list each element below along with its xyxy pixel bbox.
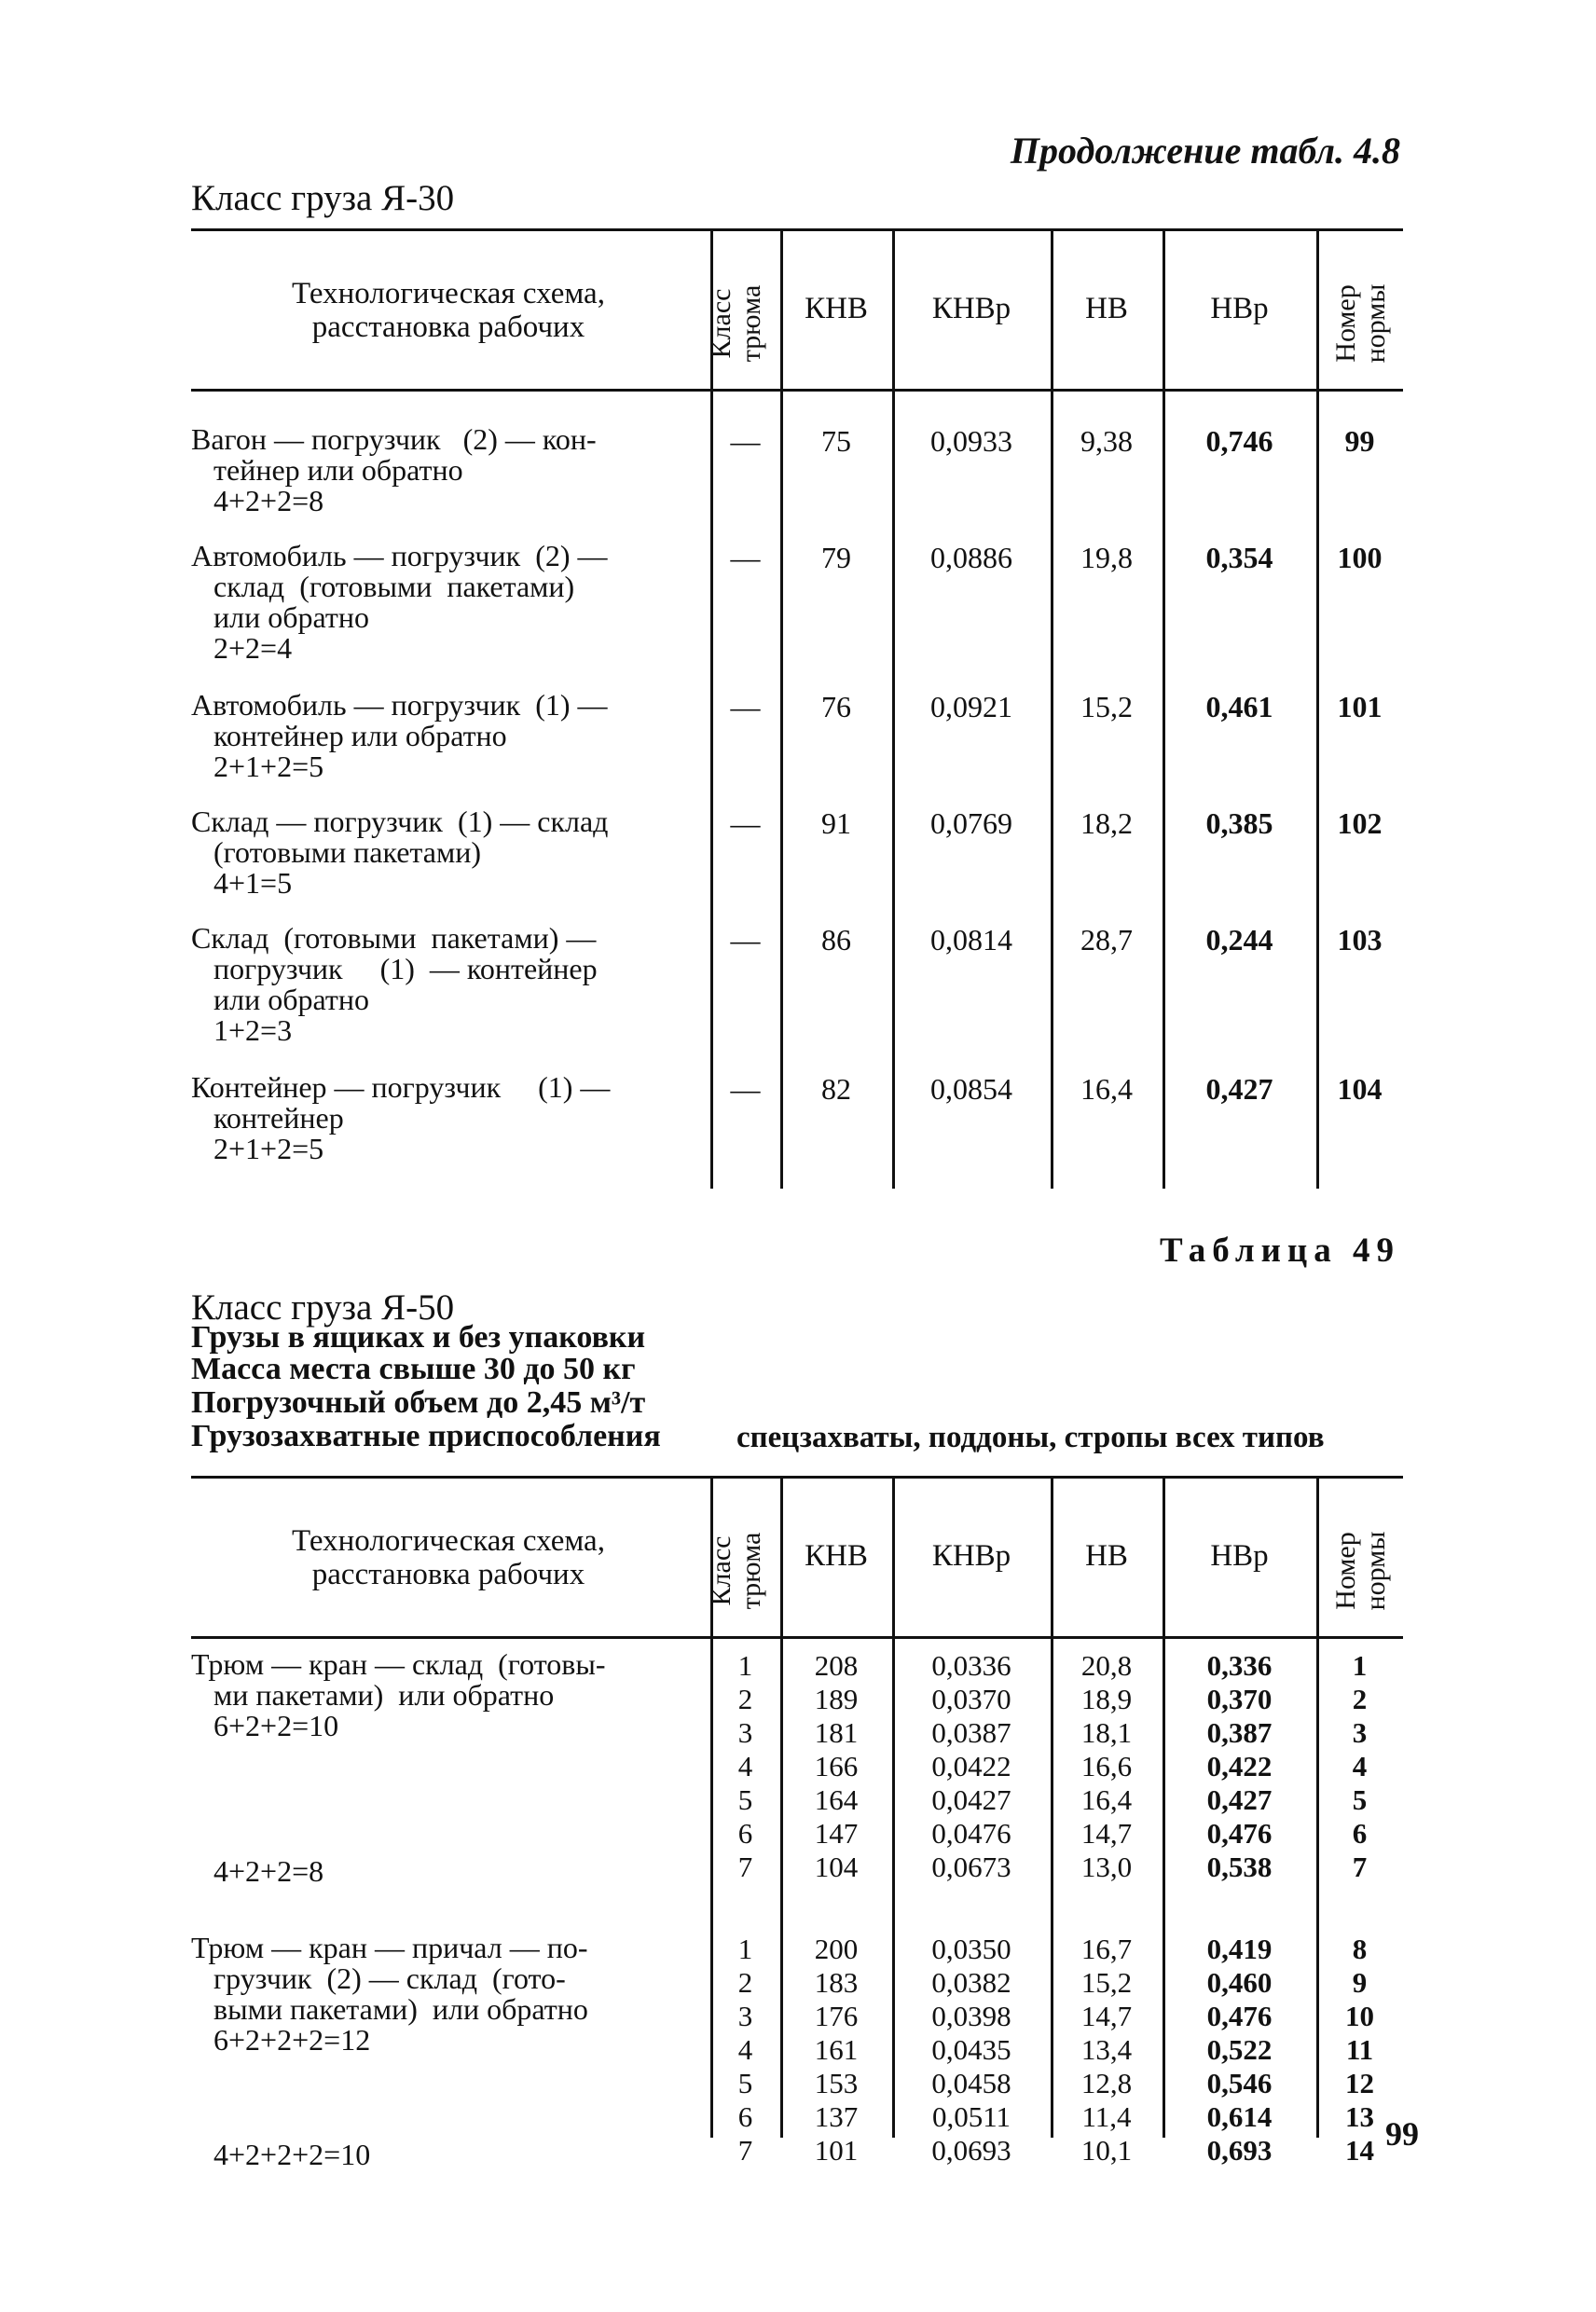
cell-knv: 208 xyxy=(814,1649,859,1682)
cell-cls: — xyxy=(730,424,761,458)
cell-knvr: 0,0350 xyxy=(931,1933,1011,1965)
column-knv xyxy=(780,1649,892,1884)
cell-nvr: 0,385 xyxy=(1205,806,1273,840)
cell-knvr: 0,0382 xyxy=(931,1966,1011,1999)
cell-nvr: 0,476 xyxy=(1206,2000,1273,2032)
header-scheme: Технологическая схема, расстановка рабочих xyxy=(292,1524,605,1591)
cell-cls: 2 xyxy=(737,1966,753,1999)
cell-nvr: 0,614 xyxy=(1206,2100,1273,2133)
table2-meta-line: Погрузочный объем до 2,45 м³/т xyxy=(191,1385,646,1420)
cell-no: 14 xyxy=(1345,2134,1374,2167)
cell-knvr: 0,0336 xyxy=(931,1649,1011,1682)
header-norm-number: Номер нормы xyxy=(1330,283,1391,364)
cell-knv: 101 xyxy=(814,2134,859,2167)
cell-nvr: 0,244 xyxy=(1205,923,1273,956)
cell-nv: 9,38 xyxy=(1080,424,1133,458)
cell-nvr: 0,370 xyxy=(1206,1683,1273,1715)
row-description: Склад — погрузчик (1) — склад (готовыми пакетами) 4+1=5 xyxy=(191,805,609,900)
cell-knvr: 0,0435 xyxy=(931,2033,1011,2066)
column-knvr xyxy=(892,1933,1051,2168)
cell-cls: — xyxy=(730,923,761,956)
cell-knv: 153 xyxy=(814,2067,859,2099)
cell-nvr: 0,746 xyxy=(1205,424,1273,458)
cell-nv: 28,7 xyxy=(1080,923,1133,956)
cell-nv: 16,4 xyxy=(1080,1783,1133,1816)
cell-nvr: 0,422 xyxy=(1206,1750,1273,1782)
cell-knv: 82 xyxy=(821,1072,851,1106)
cell-nv: 19,8 xyxy=(1080,541,1133,574)
table2-class-title: Класс груза Я-50 xyxy=(191,1287,455,1328)
table2-meta-tail: спецзахваты, поддоны, стропы всех типов xyxy=(736,1421,1325,1454)
row-description: Вагон — погрузчик (2) — кон- тейнер или обратно 4+2+2=8 xyxy=(191,422,597,517)
cell-knvr: 0,0387 xyxy=(931,1716,1011,1749)
cell-nv: 18,9 xyxy=(1080,1683,1133,1715)
cell-no: 101 xyxy=(1337,690,1383,723)
table2-header-rule xyxy=(191,1636,1403,1639)
table2-top-rule xyxy=(191,1476,1403,1479)
column-knvr xyxy=(892,1649,1051,1884)
header-scheme: Технологическая схема, расстановка рабочих xyxy=(292,277,605,344)
cell-knv: 104 xyxy=(814,1851,859,1883)
group-description-alt: 4+2+2+2=10 xyxy=(191,2138,371,2171)
cell-knv: 176 xyxy=(814,2000,859,2032)
cell-no: 104 xyxy=(1337,1072,1383,1106)
row-description: Склад (готовыми пакетами) — погрузчик (1) — контейнер или обратно 1+2=3 xyxy=(191,921,598,1047)
header-hold-class: Класс трюма xyxy=(706,284,766,363)
header-norm-number: Номер нормы xyxy=(1330,1531,1391,1611)
cell-nvr: 0,427 xyxy=(1206,1783,1273,1816)
column-no xyxy=(1316,1649,1403,1884)
group-description: Трюм — кран — причал — по- грузчик (2) — склад (гото- выми пакетами) или обратно 6+2+2+2=12 xyxy=(191,1931,588,2057)
cell-knvr: 0,0921 xyxy=(930,690,1012,723)
cell-nvr: 0,476 xyxy=(1206,1817,1273,1850)
cell-cls: 5 xyxy=(737,2067,753,2099)
cell-knvr: 0,0769 xyxy=(930,806,1012,840)
table-caption: Таблица 49 xyxy=(1160,1232,1400,1270)
cell-nv: 16,7 xyxy=(1080,1933,1133,1965)
continuation-title: Продолжение табл. 4.8 xyxy=(1010,130,1400,172)
cell-nvr: 0,522 xyxy=(1206,2033,1273,2066)
cell-knvr: 0,0814 xyxy=(930,923,1012,956)
cell-no: 7 xyxy=(1352,1851,1368,1883)
cell-nvr: 0,354 xyxy=(1205,541,1273,574)
cell-cls: 1 xyxy=(737,1649,753,1682)
column-nv xyxy=(1051,1933,1163,2168)
table1-class-title: Класс груза Я-30 xyxy=(191,178,455,218)
cell-nv: 11,4 xyxy=(1081,2100,1132,2133)
cell-knvr: 0,0476 xyxy=(931,1817,1011,1850)
cell-nvr: 0,461 xyxy=(1205,690,1273,723)
header-nvr: НВр xyxy=(1210,1539,1269,1573)
cell-no: 2 xyxy=(1352,1683,1368,1715)
cell-knv: 161 xyxy=(814,2033,859,2066)
cell-knv: 79 xyxy=(821,541,851,574)
cell-cls: 7 xyxy=(737,2134,753,2167)
cell-knvr: 0,0370 xyxy=(931,1683,1011,1715)
cell-nv: 16,6 xyxy=(1080,1750,1133,1782)
cell-cls: 1 xyxy=(737,1933,753,1965)
cell-knvr: 0,0673 xyxy=(931,1851,1011,1883)
header-knvr: КНВр xyxy=(931,292,1011,325)
cell-nv: 14,7 xyxy=(1080,1817,1133,1850)
header-knvr: КНВр xyxy=(931,1539,1011,1573)
group-description: Трюм — кран — склад (готовы- ми пакетами) или обратно 6+2+2=10 xyxy=(191,1647,606,1742)
cell-cls: — xyxy=(730,541,761,574)
cell-nv: 12,8 xyxy=(1080,2067,1133,2099)
cell-cls: — xyxy=(730,690,761,723)
cell-nvr: 0,336 xyxy=(1206,1649,1273,1682)
cell-no: 4 xyxy=(1352,1750,1368,1782)
cell-no: 12 xyxy=(1345,2067,1374,2099)
cell-knv: 75 xyxy=(821,424,851,458)
cell-knvr: 0,0886 xyxy=(930,541,1012,574)
cell-knv: 166 xyxy=(814,1750,859,1782)
cell-cls: 6 xyxy=(737,1817,753,1850)
table-1 xyxy=(191,228,1403,1193)
cell-cls: 4 xyxy=(737,2033,753,2066)
column-nv xyxy=(1051,1649,1163,1884)
cell-nvr: 0,538 xyxy=(1206,1851,1273,1883)
cell-cls: 4 xyxy=(737,1750,753,1782)
row-description: Автомобиль — погрузчик (1) — контейнер или обратно 2+1+2=5 xyxy=(191,688,608,783)
cell-knv: 200 xyxy=(814,1933,859,1965)
cell-knvr: 0,0933 xyxy=(930,424,1012,458)
cell-knvr: 0,0511 xyxy=(931,2100,1011,2133)
cell-no: 1 xyxy=(1352,1649,1368,1682)
cell-cls: 2 xyxy=(737,1683,753,1715)
header-knv: КНВ xyxy=(805,1539,868,1573)
cell-no: 13 xyxy=(1345,2100,1374,2133)
cell-nv: 20,8 xyxy=(1080,1649,1133,1682)
column-cls xyxy=(710,1933,780,2168)
header-knv: КНВ xyxy=(805,292,868,325)
cell-cls: — xyxy=(730,1072,761,1106)
table2-meta-line: Грузозахватные приспособления xyxy=(191,1419,661,1453)
cell-nv: 10,1 xyxy=(1080,2134,1133,2167)
cell-no: 6 xyxy=(1352,1817,1368,1850)
column-nvr xyxy=(1163,1933,1316,2168)
cell-no: 8 xyxy=(1352,1933,1368,1965)
cell-cls: 7 xyxy=(737,1851,753,1883)
cell-knv: 189 xyxy=(814,1683,859,1715)
cell-nv: 15,2 xyxy=(1080,690,1133,723)
cell-nvr: 0,419 xyxy=(1206,1933,1273,1965)
row-description: Контейнер — погрузчик (1) — контейнер 2+1+2=5 xyxy=(191,1070,611,1165)
cell-no: 10 xyxy=(1345,2000,1374,2032)
cell-knv: 181 xyxy=(814,1716,859,1749)
cell-nv: 18,2 xyxy=(1080,806,1133,840)
table2-meta-line: Грузы в ящиках и без упаковки xyxy=(191,1320,646,1355)
cell-no: 103 xyxy=(1337,923,1383,956)
column-cls xyxy=(710,1649,780,1884)
table1-top-rule xyxy=(191,228,1403,231)
cell-knv: 147 xyxy=(814,1817,859,1850)
group-description-alt: 4+2+2=8 xyxy=(191,1854,324,1888)
cell-nvr: 0,427 xyxy=(1205,1072,1273,1106)
cell-knv: 76 xyxy=(821,690,851,723)
cell-no: 5 xyxy=(1352,1783,1368,1816)
page-number: 99 xyxy=(1385,2115,1419,2153)
cell-knv: 183 xyxy=(814,1966,859,1999)
header-nv: НВ xyxy=(1085,292,1128,325)
cell-cls: 3 xyxy=(737,2000,753,2032)
cell-nv: 18,1 xyxy=(1080,1716,1133,1749)
cell-nv: 16,4 xyxy=(1080,1072,1133,1106)
cell-knv: 137 xyxy=(814,2100,859,2133)
row-description: Автомобиль — погрузчик (2) — склад (готовыми пакетами) или обратно 2+2=4 xyxy=(191,539,608,665)
cell-no: 102 xyxy=(1337,806,1383,840)
cell-nvr: 0,546 xyxy=(1206,2067,1273,2099)
cell-nv: 13,4 xyxy=(1080,2033,1133,2066)
cell-knvr: 0,0422 xyxy=(931,1750,1011,1782)
cell-knvr: 0,0398 xyxy=(931,2000,1011,2032)
cell-nv: 15,2 xyxy=(1080,1966,1133,1999)
table1-header-rule xyxy=(191,389,1403,392)
cell-nvr: 0,460 xyxy=(1206,1966,1273,1999)
table2-meta-line: Масса места свыше 30 до 50 кг xyxy=(191,1352,636,1386)
cell-knvr: 0,0693 xyxy=(931,2134,1011,2167)
cell-knv: 91 xyxy=(821,806,851,840)
header-nv: НВ xyxy=(1085,1539,1128,1573)
column-nvr xyxy=(1163,1649,1316,1884)
cell-knvr: 0,0458 xyxy=(931,2067,1011,2099)
cell-knvr: 0,0854 xyxy=(930,1072,1012,1106)
cell-nv: 13,0 xyxy=(1080,1851,1133,1883)
cell-cls: — xyxy=(730,806,761,840)
cell-no: 99 xyxy=(1344,424,1375,458)
cell-nvr: 0,693 xyxy=(1206,2134,1273,2167)
cell-cls: 3 xyxy=(737,1716,753,1749)
cell-nvr: 0,387 xyxy=(1206,1716,1273,1749)
cell-knv: 164 xyxy=(814,1783,859,1816)
cell-knv: 86 xyxy=(821,923,851,956)
column-knv xyxy=(780,1933,892,2168)
header-nvr: НВр xyxy=(1210,292,1269,325)
cell-no: 11 xyxy=(1345,2033,1374,2066)
cell-knvr: 0,0427 xyxy=(931,1783,1011,1816)
cell-no: 9 xyxy=(1352,1966,1368,1999)
cell-nv: 14,7 xyxy=(1080,2000,1133,2032)
cell-no: 100 xyxy=(1337,541,1383,574)
cell-cls: 5 xyxy=(737,1783,753,1816)
header-hold-class: Класс трюма xyxy=(706,1532,766,1610)
cell-no: 3 xyxy=(1352,1716,1368,1749)
cell-cls: 6 xyxy=(737,2100,753,2133)
